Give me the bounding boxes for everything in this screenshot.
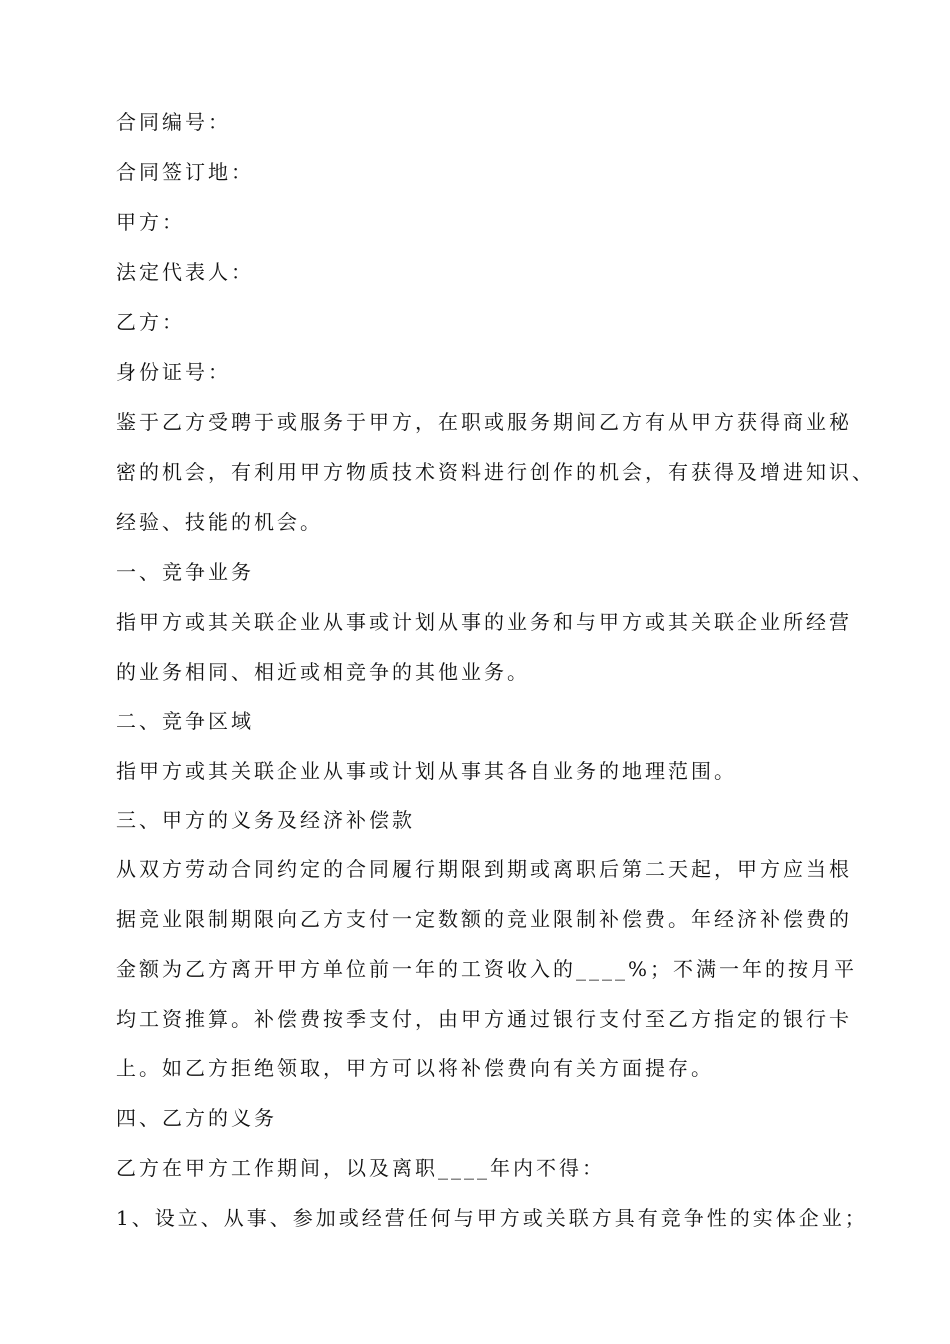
section-4-heading: 四、乙方的义务 <box>116 1106 277 1130</box>
legal-representative-label: 法定代表人： <box>116 260 254 284</box>
section-1-heading: 一、竞争业务 <box>116 560 254 584</box>
section-4-line: 1、设立、从事、参加或经营任何与甲方或关联方具有竞争性的实体企业； <box>116 1206 868 1230</box>
party-b-label: 乙方： <box>116 310 185 334</box>
section-1-line: 指甲方或其关联企业从事或计划从事的业务和与甲方或其关联企业所经营 <box>116 610 852 634</box>
signing-place-label: 合同签订地： <box>116 160 254 184</box>
section-2-heading: 二、竞争区域 <box>116 709 254 733</box>
id-number-label: 身份证号： <box>116 360 231 384</box>
preamble-line: 密的机会，有利用甲方物质技术资料进行创作的机会，有获得及增进知识、 <box>116 460 875 484</box>
section-3-line: 据竞业限制期限向乙方支付一定数额的竞业限制补偿费。年经济补偿费的 <box>116 907 852 931</box>
section-4-line: 乙方在甲方工作期间，以及离职____年内不得： <box>116 1156 605 1180</box>
section-3-line: 金额为乙方离开甲方单位前一年的工资收入的____%；不满一年的按月平 <box>116 957 858 981</box>
section-3-line: 从双方劳动合同约定的合同履行期限到期或离职后第二天起，甲方应当根 <box>116 857 852 881</box>
contract-number-label: 合同编号： <box>116 110 231 134</box>
section-2-line: 指甲方或其关联企业从事或计划从事其各自业务的地理范围。 <box>116 759 737 783</box>
section-3-heading: 三、甲方的义务及经济补偿款 <box>116 808 415 832</box>
section-1-line: 的业务相同、相近或相竞争的其他业务。 <box>116 660 530 684</box>
party-a-label: 甲方： <box>116 210 185 234</box>
section-3-line: 均工资推算。补偿费按季支付，由甲方通过银行支付至乙方指定的银行卡 <box>116 1007 852 1031</box>
preamble-line: 鉴于乙方受聘于或服务于甲方，在职或服务期间乙方有从甲方获得商业秘 <box>116 410 852 434</box>
section-3-line: 上。如乙方拒绝领取，甲方可以将补偿费向有关方面提存。 <box>116 1056 714 1080</box>
preamble-line: 经验、技能的机会。 <box>116 510 323 534</box>
